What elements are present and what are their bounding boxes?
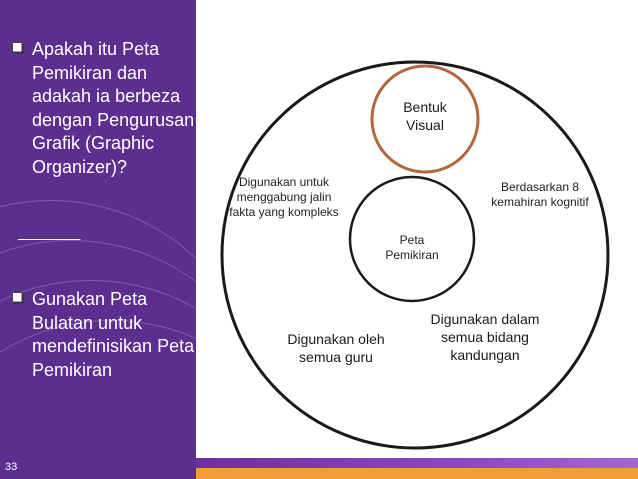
bottom-right-label: Digunakan dalam semua bidang kandungan (430, 311, 540, 363)
bottom-left-label: Digunakan oleh semua guru (287, 331, 385, 365)
bullet-text: Gunakan Peta Bulatan untuk mendefinisikan Peta Pemikiran (32, 289, 195, 380)
bullet-text: Apakah itu Peta Pemikiran dan adakah ia berbeza dengan Pengurusan Grafik (Graphic Organizer)? (32, 39, 195, 177)
divider-line: _______ (18, 224, 81, 241)
slide-number: 33 (5, 461, 18, 473)
center-label: Peta Pemikiran (385, 233, 439, 262)
frame-label: Bentuk Visual (403, 99, 447, 133)
right-label: Berdasarkan 8 kemahiran kognitif (491, 180, 589, 209)
left-label: Digunakan untuk menggabung jalin fakta yang kompleks (229, 175, 339, 219)
